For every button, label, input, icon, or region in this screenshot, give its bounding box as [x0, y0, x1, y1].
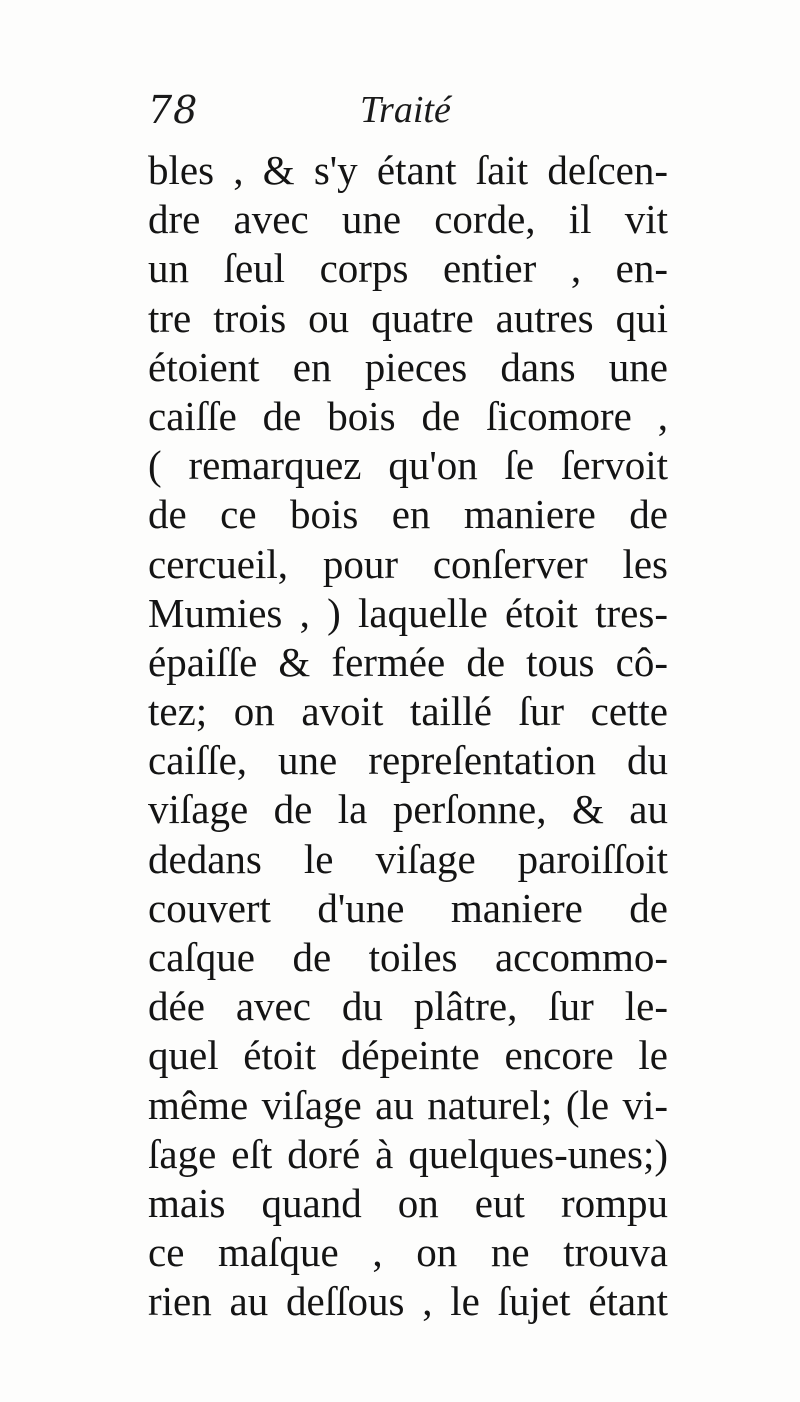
text-line: viſage de la perſonne, & au — [148, 786, 668, 833]
body-text — [148, 146, 668, 1327]
text-line: bles , & s'y étant ſait deſcen- — [148, 147, 668, 193]
text-line: ( remarquez qu'on ſe ſervoit — [148, 442, 668, 489]
text-line: étoient en pieces dans une — [148, 343, 668, 390]
text-line: couvert d'une maniere de — [148, 884, 668, 931]
text-line: tez; on avoit taillé ſur cette — [148, 688, 668, 735]
text-line: mais quand on eut rompu — [148, 1179, 668, 1226]
text-line: quel étoit dépeinte encore le — [148, 1032, 668, 1079]
text-line: Mumies , ) laquelle étoit tres- — [148, 589, 668, 636]
text-line: ce maſque , on ne trouva — [148, 1229, 668, 1276]
text-line: caſque de toiles accommo- — [148, 934, 668, 980]
text-line: tre trois ou quatre autres qui — [148, 294, 668, 341]
text-line: dre avec une corde, il vit — [148, 196, 668, 243]
text-line: cercueil, pour conſerver les — [148, 540, 668, 587]
text-line: de ce bois en maniere de — [148, 491, 668, 538]
text-line: caiſſe, une repreſentation du — [148, 737, 668, 784]
page-number: 78 — [148, 88, 199, 132]
running-head: Traité — [360, 89, 451, 131]
text-line: dedans le viſage paroiſſoit — [148, 835, 668, 882]
text-line: dée avec du plâtre, ſur le- — [148, 983, 668, 1030]
text-line: un ſeul corps entier , en- — [148, 245, 668, 292]
text-line: rien au deſſous , le ſujet étant — [148, 1278, 668, 1325]
text-line: caiſſe de bois de ſicomore , — [148, 392, 668, 439]
text-line: épaiſſe & fermée de tous cô- — [148, 638, 668, 685]
text-line: ſage eſt doré à quelques-unes;) — [148, 1130, 668, 1177]
text-line: même viſage au naturel; (le vi- — [148, 1081, 668, 1128]
page-header — [148, 88, 668, 138]
